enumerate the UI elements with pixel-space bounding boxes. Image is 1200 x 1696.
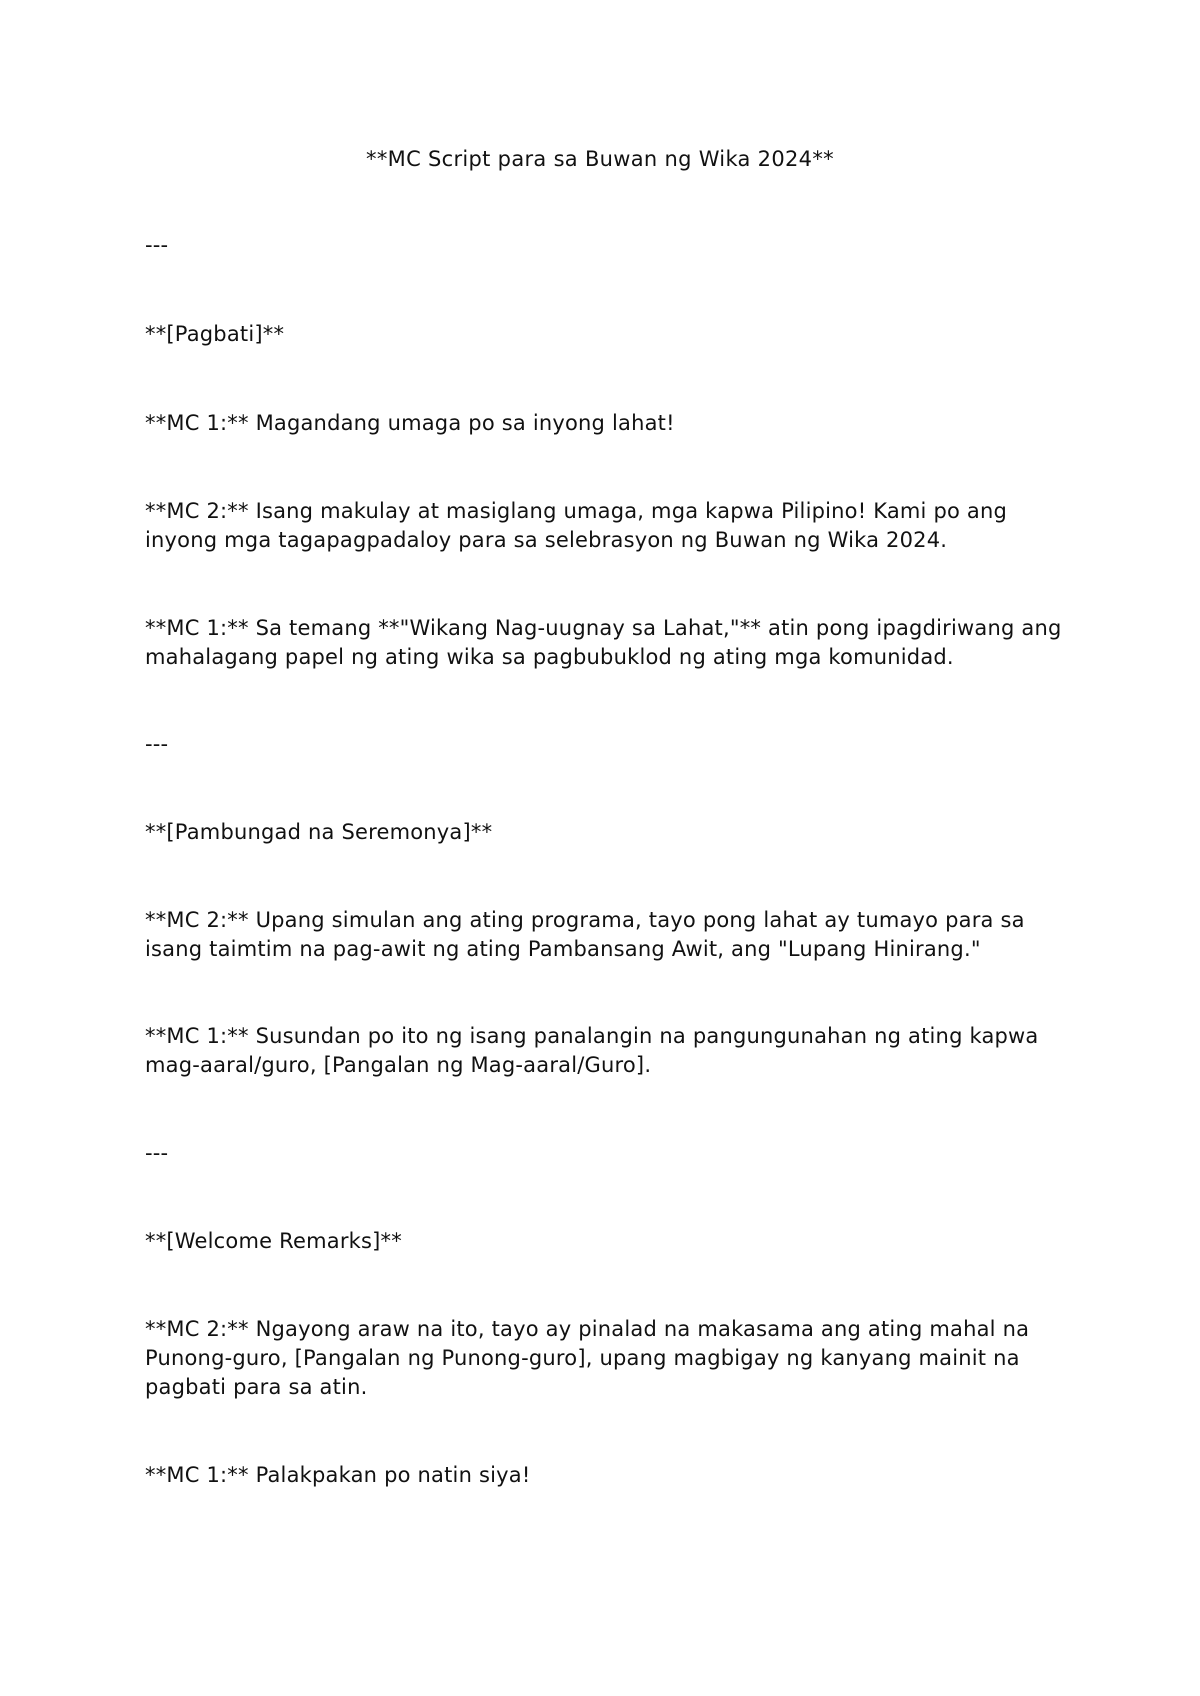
section-heading-welcome: **[Welcome Remarks]**	[145, 1229, 402, 1253]
script-line: **MC 1:** Magandang umaga po sa inyong lahat!	[145, 411, 675, 435]
script-line: **MC 1:** Susundan po ito ng isang panalangin na pangungunahan ng ating kapwa mag-aaral/guro, [Pangalan ng Mag-aaral/Guro].	[145, 1024, 1039, 1077]
script-line: **MC 1:** Sa temang **"Wikang Nag-uugnay sa Lahat,"** atin pong ipagdiriwang ang mahalagang papel ng ating wika sa pagbubuklod ng ating mga komunidad.	[145, 616, 1062, 669]
script-line: **MC 2:** Ngayong araw na ito, tayo ay pinalad na makasama ang ating mahal na Punong-guro, [Pangalan ng Punong-guro], upang magbigay ng kanyang mainit na pagbati para sa atin.	[145, 1317, 1030, 1399]
section-heading-pagbati: **[Pagbati]**	[145, 322, 285, 346]
document-title: **MC Script para sa Buwan ng Wika 2024**	[366, 147, 834, 171]
script-line: **MC 2:** Isang makulay at masiglang umaga, mga kapwa Pilipino! Kami po ang inyong mga tagapagpadaloy para sa selebrasyon ng Buwan ng Wika 2024.	[145, 499, 1008, 552]
script-line: **MC 1:** Palakpakan po natin siya!	[145, 1463, 531, 1487]
separator: ---	[145, 1141, 169, 1165]
separator: ---	[145, 732, 169, 756]
separator: ---	[145, 233, 169, 257]
script-line: **MC 2:** Upang simulan ang ating programa, tayo pong lahat ay tumayo para sa isang taimtim na pag-awit ng ating Pambansang Awit, ang "Lupang Hinirang."	[145, 908, 1025, 961]
section-heading-pambungad: **[Pambungad na Seremonya]**	[145, 820, 493, 844]
